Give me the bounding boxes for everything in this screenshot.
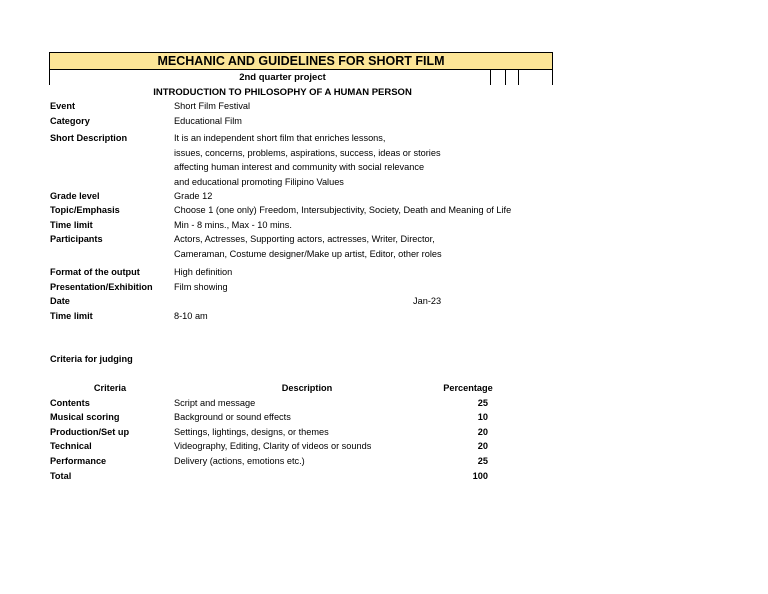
criteria-row-description: Videography, Editing, Clarity of videos or sounds — [174, 441, 372, 451]
description-column-header: Description — [281, 383, 333, 393]
total-label: Total — [50, 471, 72, 481]
topic-label: Topic/Emphasis — [50, 205, 120, 215]
date-label: Date — [50, 296, 70, 306]
criteria-row-description: Delivery (actions, emotions etc.) — [174, 456, 305, 466]
criteria-row-label: Technical — [50, 441, 92, 451]
criteria-row-description: Background or sound effects — [174, 412, 291, 422]
percentage-column-header: Percentage — [443, 383, 493, 393]
event-value: Short Film Festival — [174, 101, 251, 111]
criteria-row-percentage: 25 — [477, 398, 488, 408]
subtitle-quarter: 2nd quarter project — [239, 72, 326, 83]
time-limit-label: Time limit — [50, 220, 93, 230]
criteria-row-percentage: 20 — [477, 441, 488, 451]
short-description-line: affecting human interest and community with social relevance — [174, 162, 425, 172]
short-description-line: It is an independent short film that enriches lessons, — [174, 133, 386, 143]
event-label: Event — [50, 101, 76, 111]
presentation-value: Film showing — [174, 282, 228, 292]
short-description-line: issues, concerns, problems, aspirations, success, ideas or stories — [174, 148, 441, 158]
topic-value: Choose 1 (one only) Freedom, Intersubjectivity, Society, Death and Meaning of Life — [174, 205, 512, 215]
time-limit-value: Min - 8 mins., Max - 10 mins. — [174, 220, 292, 230]
participants-line: Actors, Actresses, Supporting actors, actresses, Writer, Director, — [174, 234, 435, 244]
document-title: MECHANIC AND GUIDELINES FOR SHORT FILM — [49, 52, 553, 70]
criteria-row-label: Contents — [50, 398, 90, 408]
grade-level-value: Grade 12 — [174, 191, 213, 201]
presentation-label: Presentation/Exhibition — [50, 282, 153, 292]
criteria-row-percentage: 20 — [477, 427, 488, 437]
participants-label: Participants — [50, 234, 103, 244]
criteria-column-header: Criteria — [93, 383, 127, 393]
criteria-row-percentage: 25 — [477, 456, 488, 466]
criteria-row-label: Musical scoring — [50, 412, 120, 422]
criteria-heading: Criteria for judging — [50, 354, 133, 364]
criteria-row-label: Production/Set up — [50, 427, 130, 437]
date-value: Jan-23 — [413, 296, 442, 306]
format-value: High definition — [174, 267, 233, 277]
time-limit-2-value: 8-10 am — [174, 311, 208, 321]
criteria-row-description: Settings, lightings, designs, or themes — [174, 427, 329, 437]
time-limit-2-label: Time limit — [50, 311, 93, 321]
subtitle-course: INTRODUCTION TO PHILOSOPHY OF A HUMAN PERSON — [153, 87, 412, 98]
category-label: Category — [50, 116, 90, 126]
criteria-row-label: Performance — [50, 456, 107, 466]
format-label: Format of the output — [50, 267, 140, 277]
total-value: 100 — [472, 471, 488, 481]
criteria-row-percentage: 10 — [477, 412, 488, 422]
short-description-line: and educational promoting Filipino Values — [174, 177, 344, 187]
short-description-label: Short Description — [50, 133, 128, 143]
category-value: Educational Film — [174, 116, 242, 126]
grade-level-label: Grade level — [50, 191, 100, 201]
participants-line: Cameraman, Costume designer/Make up artist, Editor, other roles — [174, 249, 442, 259]
criteria-row-description: Script and message — [174, 398, 256, 408]
